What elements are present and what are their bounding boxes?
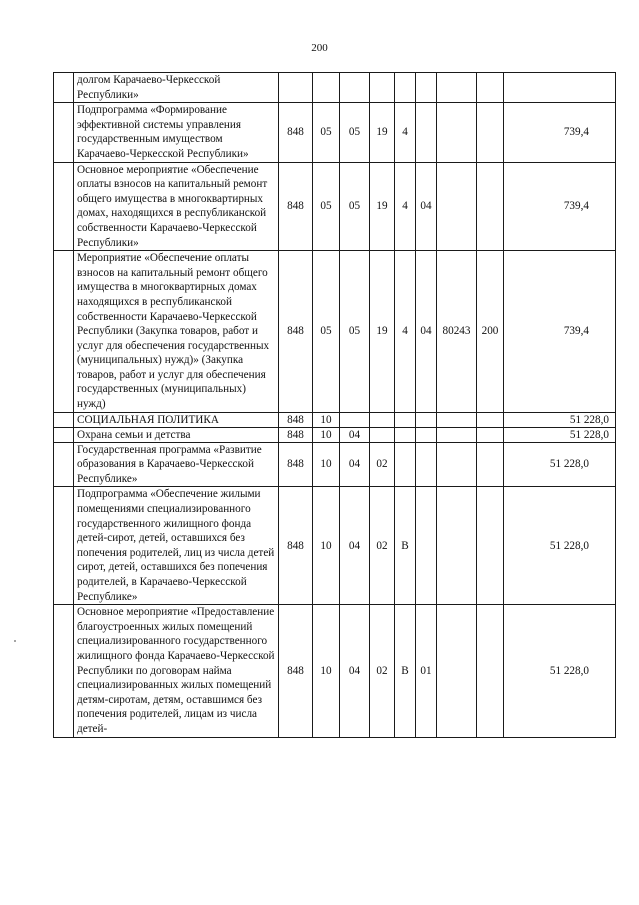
cell-amount: 739,4 xyxy=(504,251,616,413)
cell-section: 10 xyxy=(313,412,340,427)
item-name-text: Мероприятие «Обеспечение оплаты взносов на капитальный ремонт общего имущества в многоквартирных домах находящихся в республиканской собственности Карачаево-Черкесской Республики (Закупка товаров, работ и услуг для обеспечения государственных (муниципальных) нужд)» (Закупка товаров, работ и услуг для обеспечения государственных (муниципальных) нужд) xyxy=(77,252,270,411)
cell-admin-code xyxy=(279,73,313,103)
table-row xyxy=(54,73,616,103)
cell-direction xyxy=(437,162,477,251)
item-name-text: Основное мероприятие «Предоставление благоустроенных жилых помещений специализированного государственного жилищного фонда Карачаево-Черкесской Республики по договорам найма специализированных жилых помещений детям-сиротам, детям, оставшимся без попечения родителей, лицам из числа детей- xyxy=(77,606,275,735)
cell-expense-type xyxy=(477,442,504,487)
table-body xyxy=(54,73,616,738)
page-number: 200 xyxy=(311,42,328,54)
item-name-text: Основное мероприятие «Обеспечение оплаты взносов на капитальный ремонт общего имущества в многоквартирных домах, находящихся в республиканской собственности Карачаево-Черкесской Республики» xyxy=(77,163,268,249)
cell-item-name xyxy=(74,251,279,413)
cell-program xyxy=(370,427,395,442)
cell-subsection: 05 xyxy=(340,103,370,162)
table-row xyxy=(54,605,616,737)
cell-row-number xyxy=(54,73,74,103)
cell-admin-code: 848 xyxy=(279,103,313,162)
cell-section: 10 xyxy=(313,487,340,605)
cell-section: 10 xyxy=(313,442,340,487)
cell-row-number xyxy=(54,412,74,427)
cell-item-name xyxy=(74,162,279,251)
cell-amount: 739,4 xyxy=(504,162,616,251)
cell-amount xyxy=(504,73,616,103)
cell-subprogram xyxy=(395,442,416,487)
table-row xyxy=(54,251,616,413)
cell-admin-code: 848 xyxy=(279,487,313,605)
cell-subsection xyxy=(340,73,370,103)
cell-amount: 51 228,0 xyxy=(504,487,616,605)
cell-section: 05 xyxy=(313,162,340,251)
cell-expense-type: 200 xyxy=(477,251,504,413)
cell-admin-code: 848 xyxy=(279,442,313,487)
cell-expense-type xyxy=(477,605,504,737)
cell-direction xyxy=(437,103,477,162)
cell-subprogram xyxy=(395,427,416,442)
budget-table xyxy=(53,72,616,738)
cell-direction xyxy=(437,605,477,737)
cell-admin-code: 848 xyxy=(279,427,313,442)
cell-row-number xyxy=(54,442,74,487)
item-name-text: СОЦИАЛЬНАЯ ПОЛИТИКА xyxy=(77,413,219,426)
item-name-text: долгом Карачаево-Черкесской Республики» xyxy=(77,74,221,101)
cell-item-name xyxy=(74,605,279,737)
cell-amount: 51 228,0 xyxy=(504,427,616,442)
table-row xyxy=(54,103,616,162)
cell-row-number xyxy=(54,427,74,442)
cell-measure: 04 xyxy=(416,162,437,251)
item-name-text: Охрана семьи и детства xyxy=(77,428,191,441)
cell-program: 19 xyxy=(370,103,395,162)
table-row xyxy=(54,427,616,442)
cell-subprogram xyxy=(395,412,416,427)
cell-amount: 739,4 xyxy=(504,103,616,162)
cell-subprogram: 4 xyxy=(395,103,416,162)
cell-amount: 51 228,0 xyxy=(504,605,616,737)
cell-row-number xyxy=(54,487,74,605)
cell-measure xyxy=(416,427,437,442)
cell-program: 02 xyxy=(370,605,395,737)
cell-expense-type xyxy=(477,73,504,103)
cell-direction xyxy=(437,487,477,605)
cell-program: 02 xyxy=(370,487,395,605)
cell-subprogram: 4 xyxy=(395,251,416,413)
cell-item-name xyxy=(74,487,279,605)
item-name-text: Подпрограмма «Обеспечение жилыми помещениями специализированного государственного жилищного фонда детей-сирот, детей, оставшихся без попечения родителей, лиц из числа детей сирот, детей, оставшихся без попечения родителей, в Карачаево-Черкесской Республике» xyxy=(77,488,275,603)
cell-amount: 51 228,0 xyxy=(504,412,616,427)
cell-subsection: 04 xyxy=(340,442,370,487)
cell-admin-code: 848 xyxy=(279,412,313,427)
cell-direction xyxy=(437,427,477,442)
cell-subsection: 05 xyxy=(340,251,370,413)
cell-program: 02 xyxy=(370,442,395,487)
cell-measure: 01 xyxy=(416,605,437,737)
cell-section xyxy=(313,73,340,103)
cell-admin-code: 848 xyxy=(279,605,313,737)
cell-direction xyxy=(437,442,477,487)
cell-subsection: 04 xyxy=(340,605,370,737)
cell-section: 10 xyxy=(313,427,340,442)
cell-direction xyxy=(437,412,477,427)
cell-admin-code: 848 xyxy=(279,162,313,251)
item-name-text: Государственная программа «Развитие образования в Карачаево-Черкесской Республике» xyxy=(77,443,262,485)
cell-subsection xyxy=(340,412,370,427)
cell-admin-code: 848 xyxy=(279,251,313,413)
cell-item-name xyxy=(74,73,279,103)
table-row xyxy=(54,162,616,251)
cell-subsection: 04 xyxy=(340,427,370,442)
cell-program: 19 xyxy=(370,162,395,251)
cell-item-name xyxy=(74,103,279,162)
cell-subprogram: В xyxy=(395,605,416,737)
cell-measure xyxy=(416,487,437,605)
cell-subprogram: 4 xyxy=(395,162,416,251)
cell-row-number xyxy=(54,162,74,251)
cell-expense-type xyxy=(477,162,504,251)
cell-row-number xyxy=(54,251,74,413)
cell-direction: 80243 xyxy=(437,251,477,413)
cell-expense-type xyxy=(477,412,504,427)
cell-item-name xyxy=(74,412,279,427)
item-name-text: Подпрограмма «Формирование эффективной системы управления государственным имуществом Карачаево-Черкесской Республики» xyxy=(77,104,249,160)
cell-section: 05 xyxy=(313,251,340,413)
table-row xyxy=(54,412,616,427)
cell-section: 05 xyxy=(313,103,340,162)
cell-amount: 51 228,0 xyxy=(504,442,616,487)
cell-program: 19 xyxy=(370,251,395,413)
cell-subsection: 04 xyxy=(340,487,370,605)
cell-item-name xyxy=(74,427,279,442)
cell-row-number xyxy=(54,605,74,737)
scan-speck xyxy=(14,640,16,642)
cell-program xyxy=(370,412,395,427)
cell-measure: 04 xyxy=(416,251,437,413)
table-row xyxy=(54,442,616,487)
cell-program xyxy=(370,73,395,103)
cell-direction xyxy=(437,73,477,103)
cell-measure xyxy=(416,73,437,103)
cell-subprogram xyxy=(395,73,416,103)
cell-measure xyxy=(416,103,437,162)
cell-item-name xyxy=(74,442,279,487)
cell-measure xyxy=(416,442,437,487)
cell-expense-type xyxy=(477,487,504,605)
cell-row-number xyxy=(54,103,74,162)
cell-expense-type xyxy=(477,427,504,442)
table-row xyxy=(54,487,616,605)
cell-subsection: 05 xyxy=(340,162,370,251)
cell-expense-type xyxy=(477,103,504,162)
cell-measure xyxy=(416,412,437,427)
cell-subprogram: В xyxy=(395,487,416,605)
cell-section: 10 xyxy=(313,605,340,737)
